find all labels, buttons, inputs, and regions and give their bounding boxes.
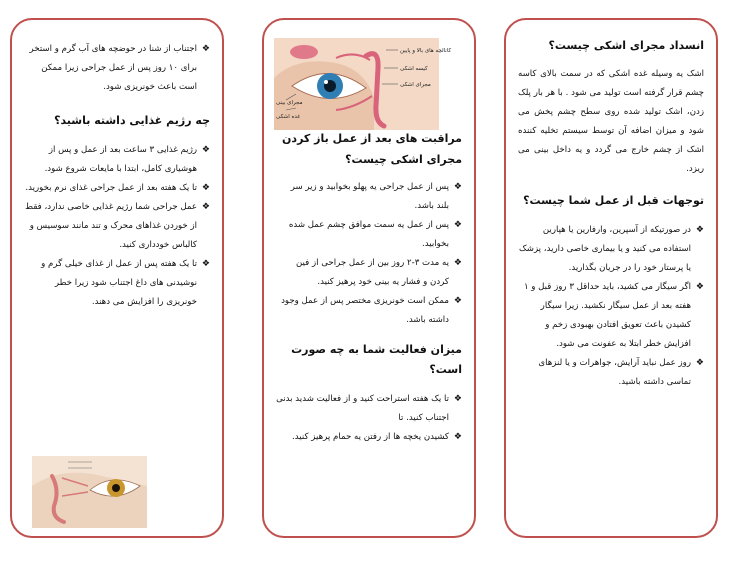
- bullet-icon: ❖: [201, 145, 210, 155]
- list-item: ❖ کشیدن یخچه ها از رفتن یه حمام پرهیز کنید.: [276, 428, 462, 447]
- list-item: ❖ تا یک هفته بعد از عمل جراحی غذای نرم بخورید.: [24, 179, 210, 198]
- list-item: ❖ اجتناب از شنا در حوضچه های آب گرم و استخر برای ۱۰ روز پس از عمل جراحی زیرا ممکن است باعث خونریزی شود.: [24, 40, 210, 97]
- bullet-icon: ❖: [453, 220, 462, 230]
- right-panel: [504, 18, 718, 538]
- diagram-label: غده اشکی: [276, 114, 301, 120]
- diagram-label: مجرای اشکی: [400, 82, 431, 88]
- bullet-icon: ❖: [453, 296, 462, 306]
- heading-postop: مراقبت های بعد از عمل باز کردن مجرای اشکی چیست؟: [282, 132, 462, 166]
- list-item: ❖ پس از عمل یه سمت موافق چشم عمل شده بخوابید.: [276, 216, 462, 254]
- eye-cross-section-image: [32, 456, 147, 528]
- middle-panel: [262, 18, 476, 538]
- preop-list: [518, 221, 704, 392]
- heading-diet: چه رژیم غذایی داشته باشید؟: [54, 114, 210, 127]
- list-item: ❖ عمل جراحی شما رژیم غذایی خاصی ندارد، فقط از خوردن غذاهای محرک و تند مانند سوسیس و کالباس خودداری کنید.: [24, 198, 210, 255]
- left-panel: [10, 18, 224, 538]
- diagram-label: کانالچه های بالا و پایین: [400, 48, 452, 54]
- list-item: ❖ یه مدت ۳-۲ روز بین از عمل جراحی از فین کردن و فشار یه بینی خود پرهیز کنید.: [276, 254, 462, 292]
- right-panel-content: [518, 20, 704, 536]
- list-item: ❖ رژیم غذایی ۳ ساعت بعد از عمل و پس از هوشیاری کامل، ابتدا با مایعات شروع شود.: [24, 141, 210, 179]
- bullet-icon: ❖: [201, 183, 210, 193]
- list-item: ❖ اگر سیگار می کشید، باید حداقل ۳ روز قبل و ۱ هفته بعد از عمل سیگار نکشید. زیرا سیگار کشیدن باعث تعویق افتادن بهبودی زخم و افزایش خطر ابتلا به عفونت می شود.: [518, 278, 704, 354]
- middle-panel-content: [276, 20, 462, 536]
- list-item: ❖ تا یک هفته پس از عمل از غذای خیلی گرم و نوشیدنی های داغ اجتناب شود زیرا خطر خونریزی را افزایش می دهند.: [24, 255, 210, 312]
- bullet-icon: ❖: [453, 432, 462, 442]
- swimming-list: [24, 40, 210, 97]
- heading-obstruction: انسداد مجرای اشکی چیست؟: [548, 39, 704, 52]
- bullet-icon: ❖: [695, 358, 704, 368]
- bullet-icon: ❖: [201, 44, 210, 54]
- diagram-label: مجرای بینی: [276, 100, 303, 106]
- activity-list: [276, 390, 462, 447]
- bullet-icon: ❖: [695, 225, 704, 235]
- bullet-icon: ❖: [453, 394, 462, 404]
- obstruction-paragraph: اشک یه وسیله غده اشکی که در سمت بالای کاسه چشم قرار گرفته است تولید می شود . با هر بار پلک زدن، اشک تولید شده روی سطح چشم پخش می شود و میزان اضافه آن توسط سیستم تخلیه کننده اشک از چشم خارج می گردد و یه داخل بینی می ریزد.: [518, 69, 704, 174]
- list-item: ❖ در صورتیکه از آسپرین، وارفارین یا هپارین استفاده می کنید و یا بیماری خاصی دارید، پزشک یا پرستار خود را در جریان بگذارید.: [518, 221, 704, 278]
- bullet-icon: ❖: [453, 258, 462, 268]
- bullet-icon: ❖: [201, 202, 210, 212]
- postop-list: [276, 178, 462, 330]
- list-item: ❖ ممکن است خونریزی مختصر پس از عمل وجود داشته باشد.: [276, 292, 462, 330]
- heading-activity: میزان فعالیت شما به چه صورت است؟: [291, 343, 462, 376]
- diet-list: [24, 141, 210, 312]
- diagram-label: کیسه اشکی: [400, 66, 428, 72]
- heading-preop: توجهات قبل از عمل شما چیست؟: [523, 194, 704, 207]
- list-item: ❖ تا یک هفته استراحت کنید و از فعالیت شدید بدنی اجتناب کنید. تا: [276, 390, 462, 428]
- bullet-icon: ❖: [201, 259, 210, 269]
- bullet-icon: ❖: [695, 282, 704, 292]
- list-item: ❖ روز عمل نباید آرایش، جواهرات و یا لنزهای تماسی داشته باشید.: [518, 354, 704, 392]
- list-item: ❖ پس از عمل جراحی یه پهلو بخوابید و زیر سر بلند باشد.: [276, 178, 462, 216]
- bullet-icon: ❖: [453, 182, 462, 192]
- eye-cross-section-illustration: [32, 456, 147, 528]
